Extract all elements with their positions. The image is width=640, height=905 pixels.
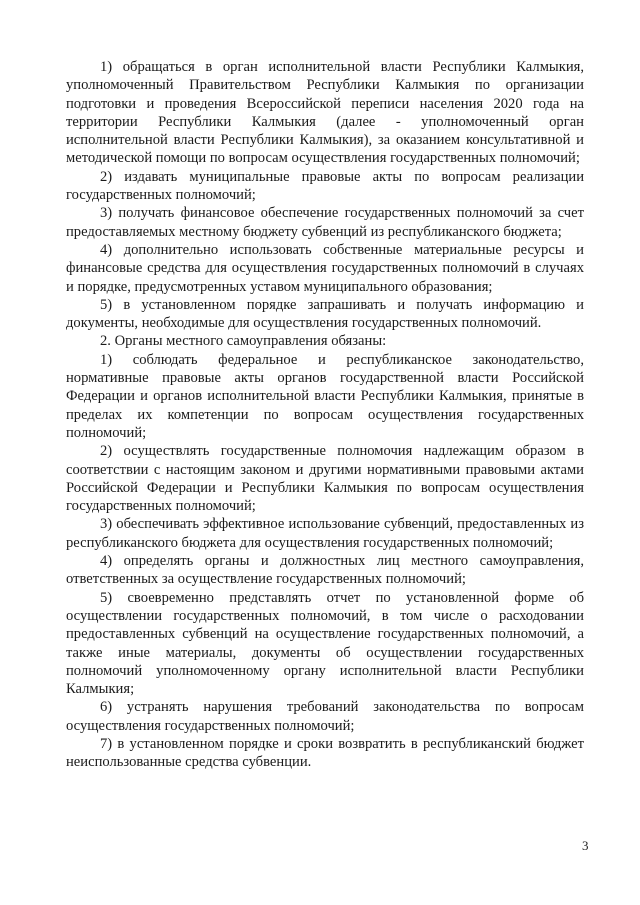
paragraph-12: 6) устранять нарушения требований законодательства по вопросам осуществления государственных полномочий; bbox=[66, 699, 584, 734]
paragraph-5: 5) в установленном порядке запрашивать и получать информацию и документы, необходимые для осуществления государственных полномочий. bbox=[66, 296, 584, 332]
section-heading-obligations: 2. Органы местного самоуправления обязаны: bbox=[100, 333, 387, 350]
document-body bbox=[66, 58, 584, 772]
paragraph-9: 3) обеспечивать эффективное использование субвенций, предоставленных из республиканского бюджета для осуществления государственных полномочий; bbox=[66, 516, 584, 551]
paragraph-10: 4) определять органы и должностных лиц местного самоуправления, ответственных за осуществление государственных полномочий; bbox=[66, 553, 584, 588]
paragraph-4: 4) дополнительно использовать собственные материальные ресурсы и финансовые средства для осуществления государственных полномочий в случаях и порядке, предусмотренных уставом муниципального образования; bbox=[66, 241, 584, 295]
paragraph-7: 1) соблюдать федеральное и республиканское законодательство, нормативные правовые акты органов государственной власти Российской Федерации и органов исполнительной власти Республики Калмыкия, принятые в пределах их компетенции по вопросам осуществления государственных полномочий; bbox=[66, 351, 584, 441]
paragraph-13: 7) в установленном порядке и сроки возвратить в республиканский бюджет неиспользованные средства субвенции. bbox=[66, 735, 584, 771]
paragraph-8: 2) осуществлять государственные полномочия надлежащим образом в соответствии с настоящим законом и другими нормативными правовыми актами Российской Федерации и Республики Калмыкия по вопросам осуществления государственных полномочий; bbox=[66, 443, 584, 515]
paragraph-2: 2) издавать муниципальные правовые акты по вопросам реализации государственных полномочий; bbox=[66, 168, 584, 204]
paragraph-11: 5) своевременно представлять отчет по установленной форме об осуществлении государственных полномочий, в том числе о расходовании предоставленных субвенций на осуществление государственных полномочий, а также иные материалы, документы об осуществлении государственных полномочий уполномоченному органу исполнительной власти Республики Калмыкия; bbox=[66, 589, 584, 698]
page-number: 3 bbox=[582, 838, 589, 853]
paragraph-1: 1) обращаться в орган исполнительной власти Республики Калмыкия, уполномоченный Правительством Республики Калмыкия по организации подготовки и проведения Всероссийской переписи населения 2020 года на территории Республики Калмыкия (далее - уполномоченный орган исполнительной власти Республики Калмыкия), за оказанием консультативной и методической помощи по вопросам осуществления государственных полномочий; bbox=[66, 59, 584, 167]
paragraph-3: 3) получать финансовое обеспечение государственных полномочий за счет предоставляемых местному бюджету субвенций из республиканского бюджета; bbox=[66, 205, 584, 240]
